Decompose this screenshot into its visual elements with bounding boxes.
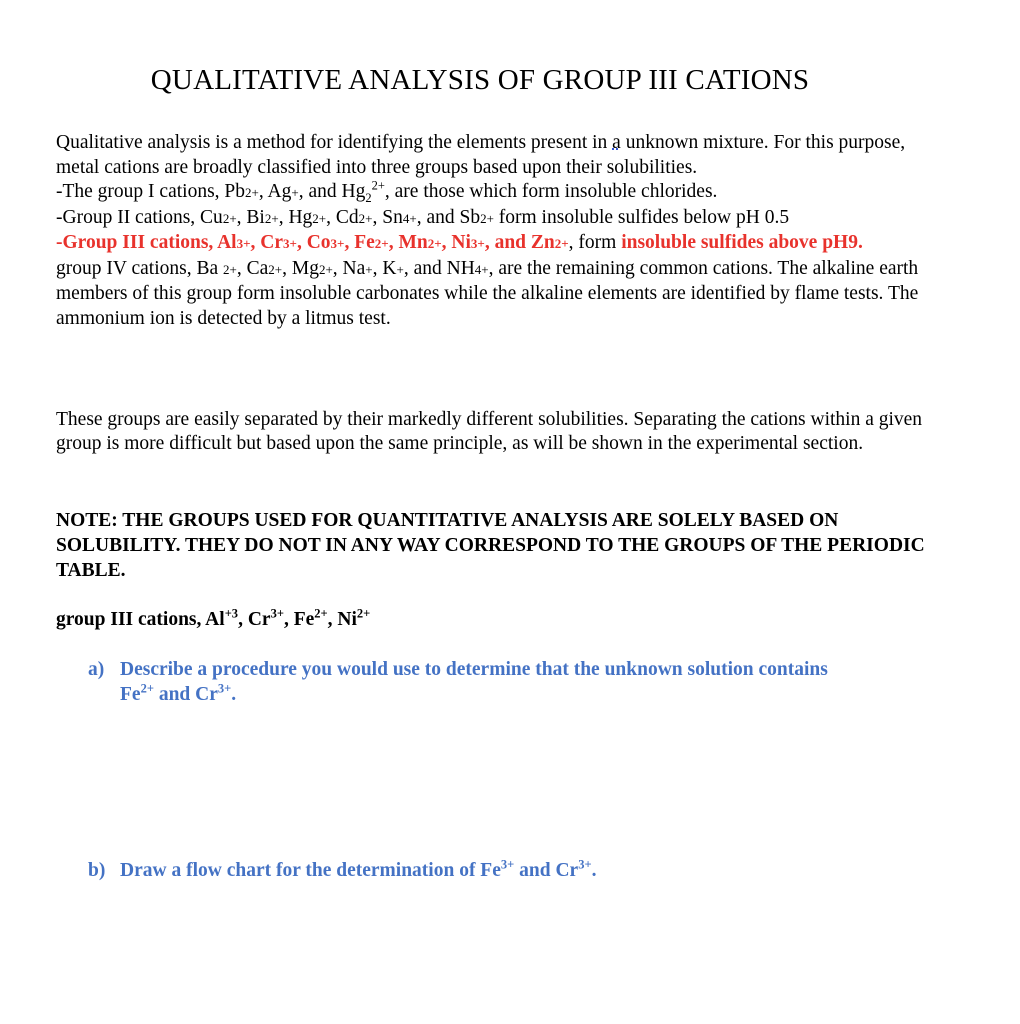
question-b-text: Draw a flow chart for the determination of $Fe^{3+}$ and $Cr^{3+}$.: [120, 857, 597, 881]
separation-paragraph: These groups are easily separated by their markedly different solubilities. Separating the cations within a given group is more difficult but based upon the same principle, as will be shown in the experimental section.: [56, 409, 923, 454]
question-a: [88, 657, 868, 707]
group4-line: group IV cations, Ba 2+, Ca2+, Mg2+, Na+, K+, and NH4+, are the remaining common cations. The alkaline earth members of this group form insoluble carbonates while the alkaline elements are identified by flame tests. The ammonium ion is detected by a litmus test.: [56, 257, 919, 329]
intro-section: [56, 131, 936, 331]
group3-line: -Group III cations, Al3+, Cr3+, Co3+, Fe2+, Mn2+, Ni3+, and Zn2+, form insoluble sulfides above pH9.: [56, 232, 863, 253]
question-b-label: b): [88, 860, 106, 881]
note-paragraph: NOTE: THE GROUPS USED FOR QUANTITATIVE ANALYSIS ARE SOLELY BASED ON SOLUBILITY. THEY DO NOT IN ANY WAY CORRESPOND TO THE GROUPS OF THE PERIODIC TABLE.: [56, 510, 925, 581]
question-a-text: Describe a procedure you would use to determine that the unknown solution contains $Fe^{2+}$ and $Cr^{3+}$.: [120, 659, 828, 705]
group1-line: -The group I cations, Pb2+, Ag+, and $Hg_2^{2+}$, are those which form insoluble chlorides.: [56, 178, 718, 205]
group3-cations-heading: group III cations, $Al^{+3}$, $Cr^{3+}$, $Fe^{2+}$, $Ni^{2+}$: [56, 606, 371, 630]
question-b: [88, 858, 868, 883]
question-a-label: a): [88, 659, 105, 680]
page-title: QUALITATIVE ANALYSIS OF GROUP III CATIONS: [150, 64, 810, 96]
intro-paragraph: Qualitative analysis is a method for identifying the elements present in a unknown mixture. For this purpose, metal cations are broadly classified into three groups based upon their solubilities.: [56, 132, 906, 178]
group2-line: -Group II cations, Cu2+, Bi2+, Hg2+, Cd2+, Sn4+, and Sb2+ form insoluble sulfides below pH 0.5: [56, 206, 790, 228]
underlined-word: a: [612, 132, 621, 153]
